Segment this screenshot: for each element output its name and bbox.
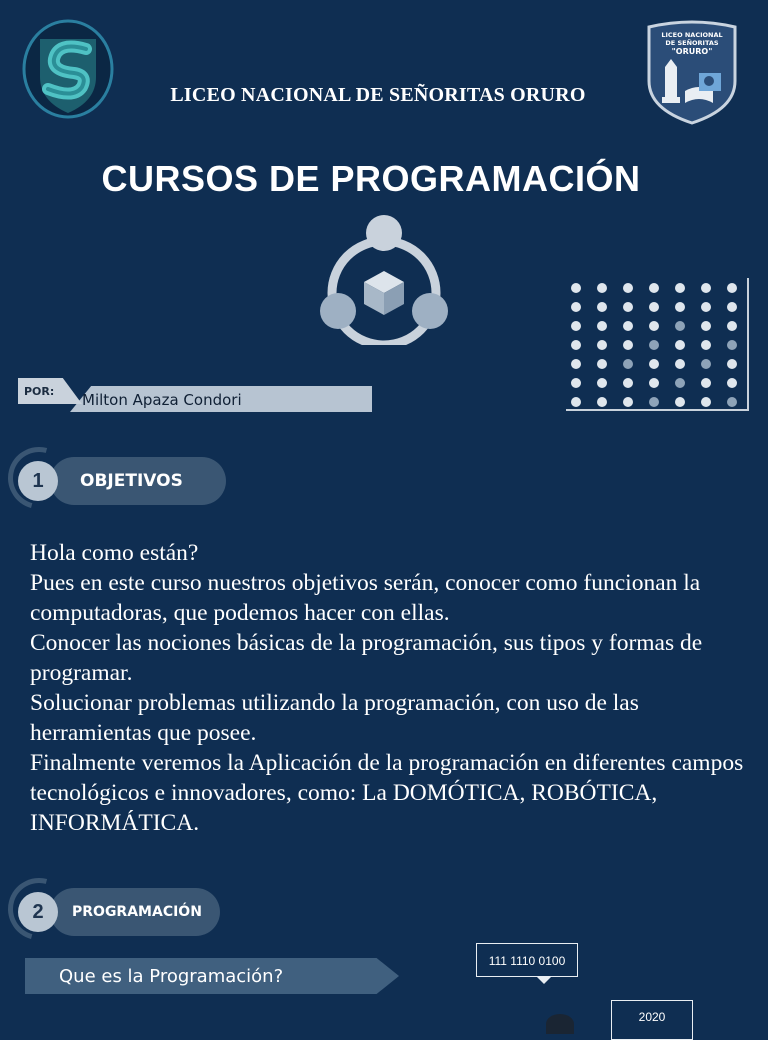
author-bar <box>18 378 372 412</box>
callout-tail <box>536 976 552 984</box>
grid-dot <box>701 302 711 312</box>
grid-dot <box>597 283 607 293</box>
grid-dot <box>571 359 581 369</box>
grid-dot <box>727 283 737 293</box>
school-name: LICEO NACIONAL DE SEÑORITAS ORURO <box>170 84 586 106</box>
school-crest-icon <box>643 17 741 125</box>
mouse-icon <box>546 1014 574 1034</box>
grid-dot <box>727 302 737 312</box>
question-text: Que es la Programación? <box>59 966 284 987</box>
objectives-text <box>30 538 746 838</box>
objectives-paragraph: Solucionar problemas utilizando la programación, con uso de las herramientas que posee. <box>30 690 639 746</box>
crest-line1: LICEO NACIONAL <box>661 31 723 39</box>
grid-dot <box>649 283 659 293</box>
grid-dot <box>675 302 685 312</box>
objectives-paragraph: Conocer las nociones básicas de la programación, sus tipos y formas de programar. <box>30 630 703 686</box>
section-programacion <box>8 878 223 942</box>
author-label: POR: <box>24 385 55 398</box>
section-objetivos <box>8 447 223 511</box>
grid-dot <box>727 321 737 331</box>
network-cube-icon <box>318 213 450 345</box>
grid-dot <box>727 340 737 350</box>
grid-dot <box>727 378 737 388</box>
grid-dot <box>571 340 581 350</box>
objectives-paragraph: Hola como están? <box>30 540 199 566</box>
grid-dot <box>701 378 711 388</box>
grid-dot <box>623 302 633 312</box>
dot-grid-decoration <box>562 278 752 416</box>
grid-dot <box>701 321 711 331</box>
grid-dot <box>675 378 685 388</box>
section-title: PROGRAMACIÓN <box>72 904 202 920</box>
author-name: Milton Apaza Condori <box>82 391 242 409</box>
grid-dot <box>675 321 685 331</box>
grid-dot <box>571 283 581 293</box>
grid-dot <box>597 359 607 369</box>
section-number-badge: 2 <box>18 892 58 932</box>
crest-line2: DE SEÑORITAS <box>665 39 719 47</box>
grid-dot <box>597 302 607 312</box>
grid-dot <box>623 321 633 331</box>
grid-dot <box>597 321 607 331</box>
grid-dot <box>623 378 633 388</box>
grid-dot <box>675 359 685 369</box>
grid-dot <box>571 302 581 312</box>
grid-dot <box>649 378 659 388</box>
objectives-paragraph: Pues en este curso nuestros objetivos serán, conocer como funcionan la computadoras, que podemos hacer con ellas. <box>30 570 701 626</box>
grid-dot <box>571 397 581 407</box>
grid-dot <box>649 302 659 312</box>
grid-dot <box>727 359 737 369</box>
grid-dot <box>597 378 607 388</box>
grid-dot <box>623 340 633 350</box>
grid-dot <box>623 359 633 369</box>
grid-dot <box>649 340 659 350</box>
grid-dot <box>675 340 685 350</box>
grid-dot <box>623 283 633 293</box>
grid-dot <box>701 359 711 369</box>
grid-dot <box>649 321 659 331</box>
page-title: CURSOS DE PROGRAMACIÓN <box>101 158 641 199</box>
grid-dot <box>701 340 711 350</box>
section-title: OBJETIVOS <box>80 471 183 491</box>
binary-callout: 111 1110 0100 <box>476 943 578 977</box>
grid-dot <box>597 340 607 350</box>
grid-dot <box>701 397 711 407</box>
grid-dot <box>675 283 685 293</box>
grid-dot <box>727 397 737 407</box>
section-number-badge: 1 <box>18 461 58 501</box>
crest-line3: "ORURO" <box>671 47 713 56</box>
grid-dot <box>571 321 581 331</box>
year-box: 2020 <box>611 1000 693 1040</box>
s-shield-logo-icon <box>22 19 114 119</box>
grid-dot <box>623 397 633 407</box>
grid-dot <box>571 378 581 388</box>
grid-dot <box>649 397 659 407</box>
objectives-paragraph: Finalmente veremos la Aplicación de la programación en diferentes campos tecnológicos e innovadores, como: La DOMÓTICA, ROBÓTICA, INFORMÁTICA. <box>30 750 744 836</box>
grid-dot <box>649 359 659 369</box>
grid-dot <box>675 397 685 407</box>
grid-dot <box>597 397 607 407</box>
question-bar <box>25 958 399 994</box>
grid-dot <box>701 283 711 293</box>
